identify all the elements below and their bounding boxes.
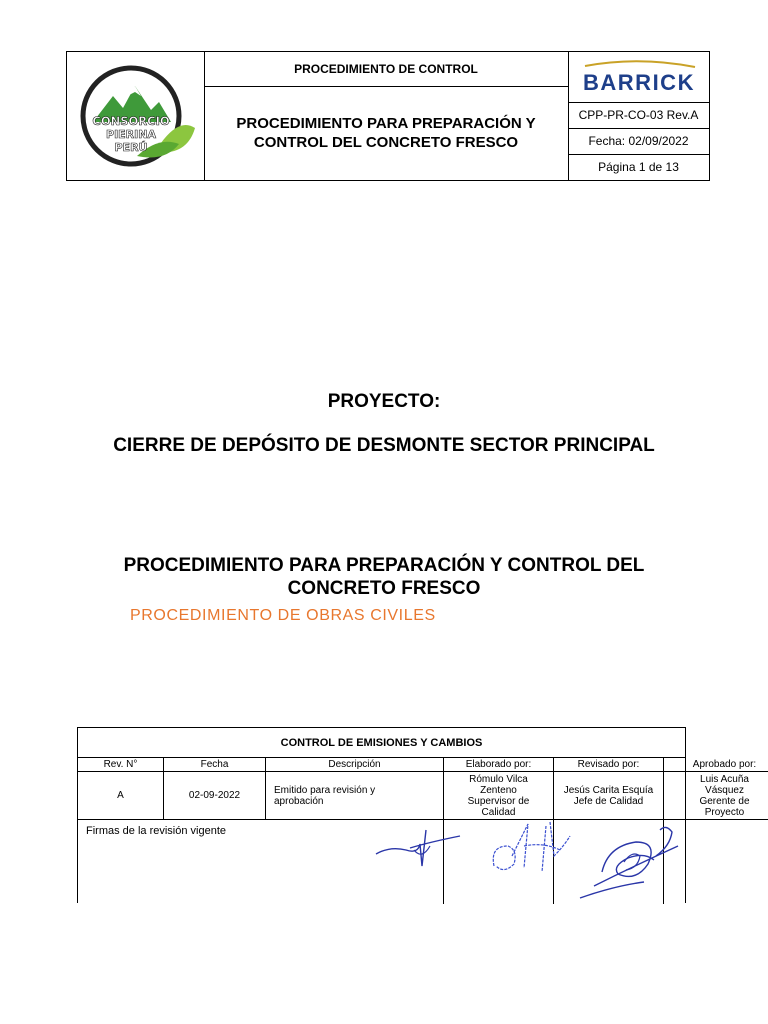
cell-approved-by	[664, 772, 768, 820]
header-cell-date: Fecha	[164, 757, 266, 772]
barrick-logo	[577, 59, 701, 95]
document-date: Fecha: 02/09/2022	[568, 128, 709, 155]
prepared-by-line-3: Supervisor de	[467, 795, 530, 807]
section-heading: PROCEDIMIENTO DE CONTROL	[204, 52, 569, 87]
document-subtitle: PROCEDIMIENTO DE OBRAS CIVILES	[130, 607, 436, 624]
brand-cell	[568, 52, 709, 103]
header-cell-approved: Aprobado por:	[664, 757, 768, 772]
page-number: Página 1 de 13	[598, 160, 679, 174]
approved-by-line-1: Luis Acuña	[700, 773, 749, 785]
reviewed-by-line-2: Jefe de Calidad	[573, 795, 644, 807]
header-cell-reviewed: Revisado por:	[554, 757, 664, 772]
svg-text:BARRICK: BARRICK	[582, 70, 695, 95]
signature-approved-by	[574, 816, 690, 902]
signature-prepared-by	[370, 820, 470, 872]
svg-text:PERÚ: PERÚ	[114, 141, 148, 154]
prepared-by-line-2: Zenteno	[480, 784, 517, 796]
svg-text:PIERINA: PIERINA	[106, 128, 156, 141]
prepared-by-line-4: Calidad	[481, 806, 516, 818]
header-title-line-1: PROCEDIMIENTO PARA PREPARACIÓN Y	[236, 115, 536, 132]
header-cell-prepared: Elaborado por:	[444, 757, 554, 772]
project-name: CIERRE DE DEPÓSITO DE DESMONTE SECTOR PRINCIPAL	[113, 435, 655, 456]
description-line-2: aprobación	[274, 795, 324, 807]
document-code: CPP-PR-CO-03 Rev.A	[568, 102, 709, 129]
signature-reviewed-by	[484, 816, 578, 882]
cell-description	[266, 772, 444, 820]
svg-text:CONSORCIO: CONSORCIO	[92, 114, 170, 128]
signatures-label: Firmas de la revisión vigente	[78, 820, 444, 904]
header-cell-rev: Rev. N°	[78, 757, 164, 772]
cell-rev: A	[78, 772, 164, 820]
table-title: CONTROL DE EMISIONES Y CAMBIOS	[78, 728, 685, 758]
reviewed-by-line-1: Jesús Carita Esquía	[563, 784, 654, 796]
cell-prepared-by	[444, 772, 554, 820]
cell-date: 02-09-2022	[164, 772, 266, 820]
approved-by-line-4: Proyecto	[704, 806, 745, 818]
header-title-line-2: CONTROL DEL CONCRETO FRESCO	[253, 134, 519, 151]
consorcio-pierina-peru-logo	[67, 52, 204, 180]
cell-reviewed-by	[554, 772, 664, 820]
project-label: PROYECTO:	[327, 391, 441, 412]
document-title-line-2: CONCRETO FRESCO	[287, 578, 481, 599]
logo-cell	[67, 52, 205, 180]
header-cell-description: Descripción	[266, 757, 444, 772]
description-line-1: Emitido para revisión y	[274, 784, 376, 796]
document-title-line-1: PROCEDIMIENTO PARA PREPARACIÓN Y CONTROL DEL	[123, 555, 645, 576]
approved-by-line-3: Gerente de	[699, 795, 750, 807]
approved-by-line-2: Vásquez	[705, 784, 744, 796]
document-header	[66, 51, 710, 181]
prepared-by-line-1: Rómulo Vilca	[469, 773, 528, 785]
header-title	[204, 86, 569, 180]
document-title	[80, 554, 688, 600]
